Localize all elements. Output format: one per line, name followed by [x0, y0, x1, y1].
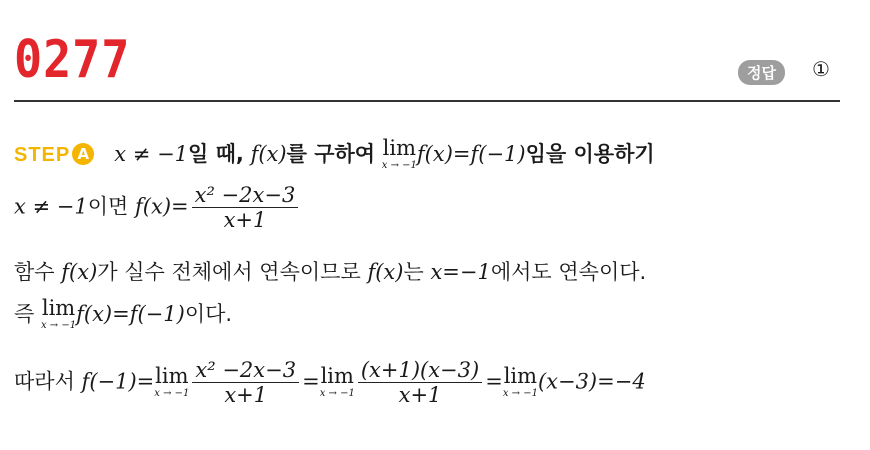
line2-fx1: f(x)	[61, 260, 98, 284]
divider	[14, 100, 840, 102]
line2-eq: x=−1	[430, 260, 491, 284]
line1-numerator: x² −2x−3	[192, 183, 299, 208]
line1-text: 이면	[87, 194, 129, 219]
line3-t1: 즉	[14, 302, 35, 326]
lim-sub: x → −1	[319, 388, 355, 399]
line4-fraction-2	[358, 358, 482, 407]
line4-limit-3	[503, 366, 538, 399]
line-4	[14, 358, 646, 407]
line2-t4: 에서도 연속이다.	[490, 260, 647, 284]
step-text-1: 일 때,	[188, 142, 244, 166]
line4-t1: 따라서	[14, 369, 75, 394]
lim-word: lim	[382, 136, 416, 160]
line2-t3: 는	[403, 260, 424, 284]
step-badge: A	[72, 143, 94, 165]
line1-fx: f(x)=	[135, 194, 189, 219]
lim-sub: x → −1	[40, 320, 77, 331]
line2-fx2: f(x)	[367, 260, 404, 284]
line2-t2: 가 실수 전체에서 연속이므로	[97, 260, 361, 284]
line2-t1: 함수	[14, 260, 55, 284]
step-eq: f(x)=f(−1)	[416, 142, 526, 166]
line4-fraction-1	[192, 358, 299, 407]
line4-limit-1	[154, 366, 189, 399]
line4-eq-1: =	[302, 369, 320, 394]
line-2	[14, 256, 646, 286]
line4-denominator-1: x+1	[224, 383, 268, 407]
line4-numerator-2: (x+1)(x−3)	[358, 358, 482, 383]
line1-denominator: x+1	[223, 208, 267, 232]
lim-word: lim	[41, 296, 76, 320]
line-1	[14, 183, 301, 232]
line1-fraction	[192, 183, 299, 232]
line3-eq: f(x)=f(−1)	[76, 302, 185, 326]
lim-word: lim	[320, 364, 354, 388]
lim-sub: x → −1	[502, 388, 538, 399]
lim-sub: x → −1	[381, 160, 417, 171]
lim-sub: x → −1	[154, 388, 190, 399]
step-a-line	[14, 138, 655, 171]
line4-denominator-2: x+1	[398, 383, 442, 407]
problem-number: 0277	[14, 30, 131, 90]
lim-word: lim	[155, 364, 189, 388]
step-text-2: 를 구하여	[286, 142, 376, 166]
answer-value: ①	[812, 57, 830, 81]
step-text-3: 임을 이용하기	[525, 142, 655, 166]
line3-t2: 이다.	[184, 302, 233, 326]
line1-cond: x ≠ −1	[14, 194, 88, 219]
answer-badge: 정답	[738, 60, 785, 85]
line4-limit-2	[320, 366, 355, 399]
lim-word: lim	[503, 364, 538, 388]
step-condition: x ≠ −1	[114, 142, 189, 166]
line4-tail: (x−3)=−4	[537, 369, 646, 394]
step-label: STEP	[14, 144, 71, 166]
line-3	[14, 298, 232, 331]
line3-limit	[41, 298, 76, 331]
line4-eq-2: =	[485, 369, 503, 394]
line4-lhs: f(−1)=	[81, 369, 155, 394]
step-fx: f(x)	[250, 142, 287, 166]
line4-numerator-1: x² −2x−3	[192, 358, 299, 383]
step-limit	[382, 138, 417, 171]
